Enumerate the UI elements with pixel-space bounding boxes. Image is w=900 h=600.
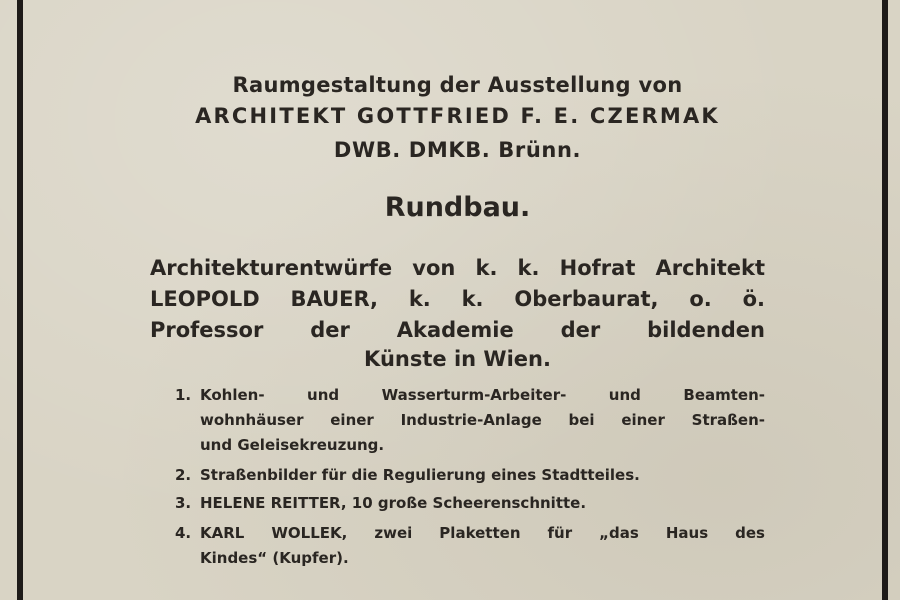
intro-line-1: Architekturentwürfe von k. k. Hofrat Architekt [150,256,765,280]
heading-architect-name: ARCHITEKT GOTTFRIED F. E. CZERMAK [195,104,720,128]
intro-line-4: Künste in Wien. [364,347,551,371]
item-number: 3. [175,494,192,512]
item-number: 4. [175,524,192,542]
left-border-rule [17,0,23,600]
item-1-line-2: wohnhäuser einer Industrie-Anlage bei einer Straßen- [200,411,765,429]
item-4-line-2: Kindes“ (Kupfer). [200,549,349,567]
item-3-line-1: HELENE REITTER, 10 große Scheerenschnitte. [200,494,587,512]
item-number: 2. [175,466,192,484]
catalog-text-block [150,0,765,600]
intro-line-3: Professor der Akademie der bildenden [150,318,765,342]
section-title: Rundbau. [384,192,531,223]
heading-line-1: Raumgestaltung der Ausstellung von [232,73,683,97]
item-1-line-3: und Geleisekreuzung. [200,436,385,454]
item-4-line-1: KARL WOLLEK, zwei Plaketten für „das Haus des [200,524,765,542]
right-border-rule [882,0,888,600]
intro-line-2: LEOPOLD BAUER, k. k. Oberbaurat, o. ö. [150,287,765,311]
item-1-line-1: Kohlen- und Wasserturm-Arbeiter- und Beamten- [200,386,765,404]
item-2-line-1: Straßenbilder für die Regulierung eines Stadtteiles. [200,466,640,484]
heading-affiliations: DWB. DMKB. Brünn. [333,138,582,162]
item-number: 1. [175,386,192,404]
